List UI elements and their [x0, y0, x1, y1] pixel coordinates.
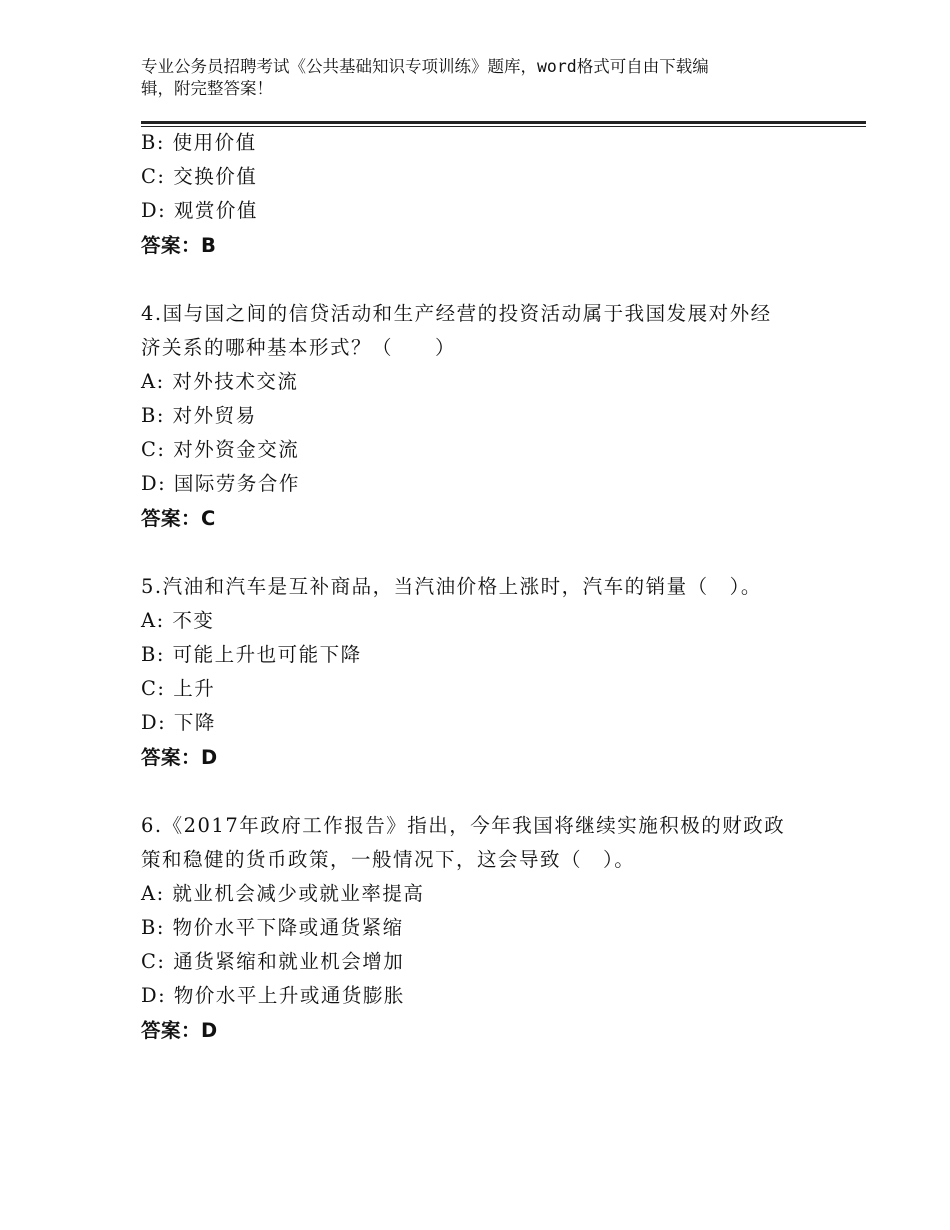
- header-line-1: 专业公务员招聘考试《公共基础知识专项训练》题库，word格式可自由下载编: [141, 57, 709, 76]
- q4-option-d: D: 国际劳务合作: [141, 472, 300, 495]
- q6-option-a: A: 就业机会减少或就业率提高: [141, 882, 425, 905]
- q5-option-a: A: 不变: [141, 609, 215, 632]
- q3-option-b: B: 使用价值: [141, 131, 257, 154]
- q6-answer: 答案：D: [141, 1019, 218, 1042]
- q4-stem-line-2: 济关系的哪种基本形式？（ ）: [141, 336, 457, 359]
- q4-answer: 答案：C: [141, 507, 216, 530]
- q5-option-d: D: 下降: [141, 711, 216, 734]
- q5-answer: 答案：D: [141, 746, 218, 769]
- q3-option-c: C: 交换价值: [141, 165, 258, 188]
- q3-option-d: D: 观赏价值: [141, 199, 258, 222]
- q5-option-b: B: 可能上升也可能下降: [141, 643, 362, 666]
- q4-option-a: A: 对外技术交流: [141, 370, 299, 393]
- q4-stem-line-1: 4.国与国之间的信贷活动和生产经营的投资活动属于我国发展对外经: [141, 302, 772, 325]
- q4-option-b: B: 对外贸易: [141, 404, 257, 427]
- header-divider-thick: [141, 121, 866, 124]
- header-divider-thin: [141, 126, 866, 127]
- q3-answer: 答案：B: [141, 234, 217, 257]
- document-header: [141, 56, 801, 100]
- q4-option-c: C: 对外资金交流: [141, 438, 300, 461]
- q5-stem-line-1: 5.汽油和汽车是互补商品，当汽油价格上涨时，汽车的销量（ ）。: [141, 575, 762, 598]
- q6-stem-line-1: 6.《2017年政府工作报告》指出，今年我国将继续实施积极的财政政: [141, 814, 786, 837]
- q6-option-c: C: 通货紧缩和就业机会增加: [141, 950, 405, 973]
- q6-option-b: B: 物价水平下降或通货紧缩: [141, 916, 404, 939]
- header-line-2: 辑，附完整答案！: [141, 79, 273, 98]
- q6-option-d: D: 物价水平上升或通货膨胀: [141, 984, 405, 1007]
- q5-option-c: C: 上升: [141, 677, 216, 700]
- q6-stem-line-2: 策和稳健的货币政策，一般情况下，这会导致（ ）。: [141, 848, 636, 871]
